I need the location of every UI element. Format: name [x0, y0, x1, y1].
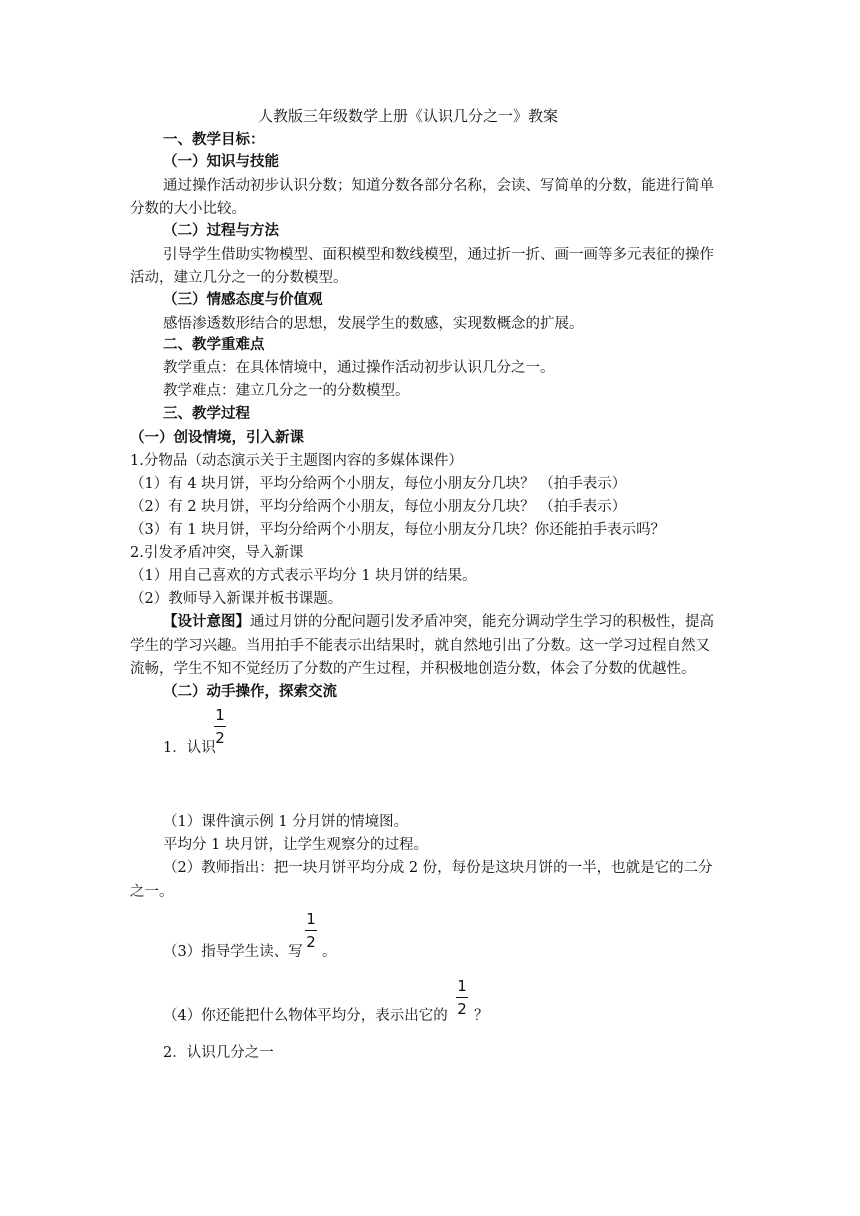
design-intent-label: 【设计意图】 — [163, 613, 250, 630]
paragraph-line: 教学难点：建立几分之一的分数模型。 — [163, 383, 410, 399]
list-item: （1）课件演示例 1 分月饼的情境图。 — [163, 814, 409, 830]
fraction-numerator: 1 — [457, 977, 467, 995]
part-one-heading: （一）创设情境，引入新课 — [130, 429, 304, 446]
list-item: （4）你还能把什么物体平均分，表示出它的 — [163, 1008, 448, 1024]
paragraph-line: 流畅，学生不知不觉经历了分数的产生过程，并积极地创造分数，体会了分数的优越性。 — [130, 661, 696, 677]
fraction-denominator: 2 — [457, 1000, 467, 1018]
fraction-numerator: 1 — [215, 706, 225, 724]
paragraph-line: 感悟渗透数形结合的思想，发展学生的数感，实现数概念的扩展。 — [163, 316, 584, 332]
list-item: （3）指导学生读、写 — [163, 944, 303, 960]
fraction-bar — [305, 930, 317, 931]
paragraph-line: 引导学生借助实物模型、面积模型和数线模型，通过折一折、画一画等多元表征的操作 — [163, 247, 714, 263]
list-item: （3）有 1 块月饼，平均分给两个小朋友，每位小朋友分几块？你还能拍手表示吗？ — [130, 522, 666, 538]
document-title: 人教版三年级数学上册《认识几分之一》教案 — [258, 107, 559, 125]
list-item: （1）用自己喜欢的方式表示平均分 1 块月饼的结果。 — [130, 568, 477, 584]
list-item: （2）教师导入新课并板书课题。 — [130, 591, 343, 607]
paragraph-line: （2）教师指出：把一块月饼平均分成 2 份，每份是这块月饼的一半，也就是它的二分 — [163, 860, 713, 876]
section-process-heading: 三、教学过程 — [163, 405, 250, 422]
paragraph-line: 平均分 1 块月饼，让学生观察分的过程。 — [163, 837, 428, 853]
paragraph-line: 通过操作活动初步认识分数；知道分数各部分名称，会读、写简单的分数，能进行简单 — [163, 178, 714, 194]
fraction-numerator: 1 — [306, 910, 316, 928]
fraction-denominator: 2 — [215, 729, 225, 747]
paragraph-line: 教学重点：在具体情境中，通过操作活动初步认识几分之一。 — [163, 360, 555, 376]
list-item: 1.分物品（动态演示关于主题图内容的多媒体课件） — [130, 453, 463, 469]
part-two-heading: （二）动手操作，探索交流 — [163, 683, 337, 700]
design-intent-line — [163, 612, 714, 632]
list-item: （1）有 4 块月饼，平均分给两个小朋友，每位小朋友分几块？ （拍手表示） — [130, 476, 627, 492]
fraction-one-half — [456, 979, 468, 1017]
list-item: 2．认识几分之一 — [163, 1045, 274, 1061]
list-item: 2.引发矛盾冲突，导入新课 — [130, 545, 304, 561]
design-intent-text: 通过月饼的分配问题引发矛盾冲突，能充分调动学生学习的积极性，提高 — [250, 614, 714, 630]
subsection-process-heading: （二）过程与方法 — [163, 222, 279, 239]
punctuation: ？ — [474, 1008, 489, 1024]
fraction-denominator: 2 — [306, 933, 316, 951]
section-key-points-heading: 二、教学重难点 — [163, 336, 265, 353]
section-objectives-heading: 一、教学目标： — [163, 131, 265, 148]
paragraph-line: 活动，建立几分之一的分数模型。 — [130, 270, 348, 286]
punctuation: 。 — [322, 944, 337, 960]
list-item: （2）有 2 块月饼，平均分给两个小朋友，每位小朋友分几块？ （拍手表示） — [130, 499, 627, 515]
fraction-bar — [214, 726, 226, 727]
subsection-attitude-heading: （三）情感态度与价值观 — [163, 291, 323, 308]
fraction-one-half — [305, 912, 317, 950]
paragraph-line: 分数的大小比较。 — [130, 201, 246, 217]
subsection-knowledge-heading: （一）知识与技能 — [163, 153, 279, 170]
list-item: 1．认识 — [163, 740, 216, 756]
paragraph-line: 学生的学习兴趣。当用拍手不能表示出结果时，就自然地引出了分数。这一学习过程自然又 — [130, 638, 710, 654]
fraction-bar — [456, 997, 468, 998]
fraction-one-half — [214, 708, 226, 746]
paragraph-line: 之一。 — [130, 884, 174, 900]
